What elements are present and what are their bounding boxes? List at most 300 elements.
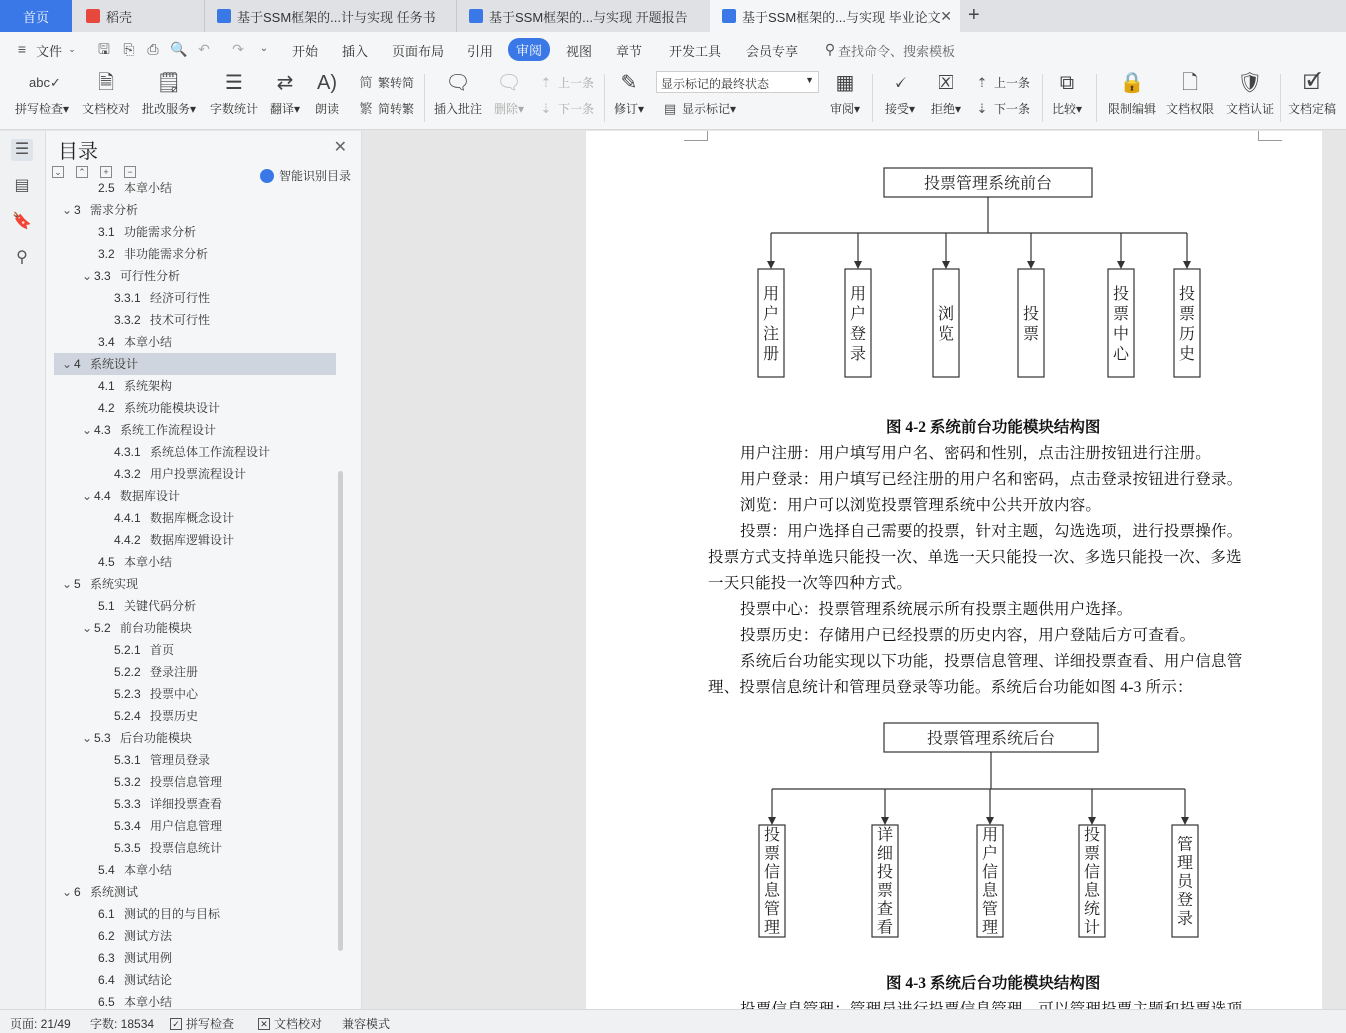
- revise-service-icon: 🗒: [156, 72, 182, 94]
- toc-item-number: 6.2: [98, 929, 119, 943]
- track-changes-icon: ✎: [620, 72, 638, 94]
- toc-item[interactable]: [54, 749, 336, 771]
- word-count-button[interactable]: [208, 70, 260, 117]
- markup-state-select[interactable]: [656, 71, 819, 93]
- toc-item[interactable]: [54, 815, 336, 837]
- button-label: 下一条: [994, 102, 1031, 116]
- toc-item-label: 需求分析: [90, 203, 139, 217]
- insert-comment-button[interactable]: [432, 70, 484, 117]
- toc-item-number: 5.3.2: [114, 775, 145, 789]
- toc-item[interactable]: [54, 507, 336, 529]
- page-indicator[interactable]: 页面: 21/49: [10, 1017, 71, 1031]
- arrow-head: [768, 817, 776, 825]
- toc-item-number: 6.3: [98, 951, 119, 965]
- child-node-char: 息: [981, 882, 999, 900]
- prev-change-icon: ⇡: [976, 74, 988, 90]
- menu-file[interactable]: 文件: [36, 44, 63, 59]
- toc-item-number: 5.4: [98, 863, 119, 877]
- toc-item[interactable]: [54, 397, 336, 419]
- toc-item[interactable]: [54, 243, 336, 265]
- root-node-label: 投票管理系统后台: [926, 730, 1056, 748]
- toc-item[interactable]: [54, 727, 336, 749]
- delete-comment-icon: 🗨: [496, 72, 522, 94]
- arrow-head: [942, 261, 950, 269]
- spell-check-icon: abc✓: [29, 75, 61, 90]
- child-node-char: 中: [1112, 326, 1130, 343]
- toc-item-label: 系统测试: [90, 885, 139, 899]
- arrow-head: [1088, 817, 1096, 825]
- paragraph: 浏览：用户可以浏览投票管理系统中公共开放内容。: [740, 497, 1102, 514]
- toc-item[interactable]: [54, 375, 336, 397]
- button-label: 拒绝: [930, 102, 955, 116]
- proofread-icon: 🗎: [97, 72, 115, 94]
- scrollbar[interactable]: [338, 471, 343, 951]
- chevron-down-icon[interactable]: ⌄: [82, 621, 93, 635]
- toc-item-label: 非功能需求分析: [124, 247, 209, 261]
- child-node-char: 投: [876, 864, 894, 881]
- prev-comment-button[interactable]: [538, 74, 594, 91]
- lock-icon: 🔒: [1119, 72, 1145, 94]
- arrow-head: [1117, 261, 1125, 269]
- child-node-char: 户: [762, 306, 780, 323]
- button-label: 简转繁: [378, 102, 415, 116]
- toc-item[interactable]: [54, 639, 336, 661]
- toc-item-number: 5.2.4: [114, 709, 145, 723]
- chevron-down-icon[interactable]: ⌄: [68, 44, 76, 54]
- finalize-button[interactable]: [1286, 70, 1338, 117]
- toc-item[interactable]: [54, 925, 336, 947]
- delete-comment-button[interactable]: 🗨 删除▾: [493, 72, 525, 116]
- arrow-head: [767, 261, 775, 269]
- toc-item-number: 4.1: [98, 379, 119, 393]
- accept-button[interactable]: 🗸 接受▾: [884, 72, 916, 116]
- toc-item-label: 后台功能模块: [120, 731, 193, 745]
- spell-check-button[interactable]: abc✓ 拼写检查▾: [12, 70, 72, 117]
- chevron-down-icon[interactable]: ⌄: [62, 885, 73, 899]
- button-label: 繁转简: [378, 76, 415, 90]
- search-icon[interactable]: ⚲: [16, 249, 28, 266]
- paragraph: 投票中心：投票管理系统展示所有投票主题供用户选择。: [740, 601, 1133, 618]
- menu-page-layout[interactable]: 页面布局: [392, 44, 445, 59]
- root-node-label: 投票管理系统前台: [923, 175, 1053, 193]
- prev-change-button[interactable]: [974, 74, 1030, 91]
- child-node-char: 细: [876, 845, 894, 863]
- review-pane-button[interactable]: ▦ 审阅▾: [829, 72, 861, 116]
- child-node-char: 投: [1022, 306, 1040, 323]
- child-node-char: 浏: [937, 306, 955, 323]
- margin-corner: [684, 131, 708, 141]
- child-node-char: 用: [849, 286, 867, 303]
- customize-icon[interactable]: ⌄: [259, 43, 269, 54]
- button-label: 审阅: [829, 102, 854, 116]
- word-count[interactable]: 字数: 18534: [90, 1017, 155, 1031]
- doc-permission-button[interactable]: [1164, 70, 1216, 117]
- button-label: 翻译: [269, 102, 294, 116]
- menu-references[interactable]: 引用: [467, 44, 494, 59]
- toc-item-number: 4.4.2: [114, 533, 145, 547]
- document-page: [586, 131, 1322, 1009]
- separator: [1096, 74, 1097, 122]
- toc-item-number: 5.2.1: [114, 643, 145, 657]
- toc-item[interactable]: [54, 903, 336, 925]
- separator: [872, 74, 873, 122]
- child-node-char: 用: [762, 286, 780, 303]
- child-node-char: 户: [849, 306, 867, 323]
- next-change-button[interactable]: [974, 100, 1030, 117]
- collapse-all-icon[interactable]: ⌄: [52, 166, 64, 178]
- toc-item-number: 4.3: [94, 423, 115, 437]
- toc-item-label: 投票信息管理: [150, 775, 223, 789]
- undo-icon[interactable]: ↶: [198, 41, 210, 57]
- toc-item[interactable]: [54, 881, 336, 903]
- toc-item-label: 本章小结: [124, 863, 173, 877]
- status-label: 拼写检查: [186, 1017, 235, 1031]
- print-preview-icon[interactable]: 🔍: [170, 41, 188, 57]
- close-tab-icon[interactable]: ✕: [940, 8, 952, 24]
- ribbon-toolbar: [0, 66, 1346, 130]
- toc-title: 目录: [58, 141, 98, 163]
- revise-service-button[interactable]: 🗒 批改服务▾: [141, 72, 197, 116]
- child-node-box: [1018, 269, 1044, 377]
- reject-button[interactable]: 🗵 拒绝▾: [930, 72, 962, 116]
- show-markup-icon: ▤: [663, 100, 677, 116]
- restrict-edit-button[interactable]: [1106, 70, 1158, 117]
- child-node-char: 信: [763, 864, 781, 881]
- arrow-head: [1183, 261, 1191, 269]
- paragraph: 用户登录：用户填写已经注册的用户名和密码，点击登录按钮进行登录。: [740, 471, 1243, 488]
- toc-item-label: 功能需求分析: [124, 225, 197, 239]
- paragraph: 投票：用户选择自己需要的投票，针对主题，勾选选项，进行投票操作。: [740, 523, 1243, 540]
- tab-thesis[interactable]: [710, 0, 960, 32]
- child-node-char: 登: [1176, 891, 1194, 909]
- tab-proposal[interactable]: [456, 0, 708, 32]
- toc-item-number: 5.2: [94, 621, 115, 635]
- toc-item-label: 可行性分析: [120, 269, 181, 283]
- show-markup-button[interactable]: ▤ 显示标记 ▾: [663, 100, 737, 116]
- proofread-toggle[interactable]: [258, 1015, 322, 1032]
- child-node-char: 投: [763, 827, 781, 844]
- button-label: 文档校对: [81, 102, 130, 116]
- toc-item[interactable]: [54, 177, 336, 199]
- toc-item[interactable]: [54, 969, 336, 991]
- toc-item[interactable]: [54, 221, 336, 243]
- toc-item-label: 技术可行性: [150, 313, 211, 327]
- remove-heading-icon[interactable]: −: [124, 166, 136, 178]
- toc-item-number: 6.1: [98, 907, 119, 921]
- toc-item[interactable]: [54, 529, 336, 551]
- button-label: 修订: [613, 102, 638, 116]
- toc-item[interactable]: [54, 551, 336, 573]
- paragraph: 用户注册：用户填写用户名、密码和性别，点击注册按钮进行注册。: [740, 445, 1212, 462]
- menu-home[interactable]: 开始: [292, 44, 319, 59]
- docer-icon: [86, 9, 100, 23]
- menu-developer[interactable]: 开发工具: [669, 44, 722, 59]
- toc-item[interactable]: [54, 419, 336, 441]
- toc-item-number: 6.4: [98, 973, 119, 987]
- read-aloud-button[interactable]: [312, 70, 342, 117]
- margin-corner: [1258, 131, 1282, 141]
- toc-list: [54, 181, 336, 1009]
- child-node-char: 用: [981, 827, 999, 844]
- word-doc-icon: [722, 9, 736, 23]
- child-node-char: 历: [1178, 326, 1196, 343]
- new-tab-icon[interactable]: +: [968, 4, 980, 26]
- menu-member[interactable]: 会员专享: [746, 44, 799, 59]
- menu-bar: [0, 32, 1346, 66]
- button-label: 上一条: [994, 76, 1031, 90]
- status-bar: [0, 1009, 1346, 1033]
- separator: [424, 74, 425, 122]
- review-pane-icon: ▦: [835, 72, 855, 94]
- toc-item-label: 系统工作流程设计: [120, 423, 217, 437]
- toc-item-label: 关键代码分析: [124, 599, 197, 613]
- child-node-char: 息: [763, 882, 781, 900]
- toc-item[interactable]: [54, 573, 336, 595]
- toc-item[interactable]: [54, 441, 336, 463]
- toc-item[interactable]: [54, 771, 336, 793]
- tab-task-book[interactable]: [204, 0, 454, 32]
- child-node-char: 理: [1176, 854, 1194, 872]
- button-label: 朗读: [314, 102, 339, 116]
- read-aloud-icon: A): [317, 72, 337, 94]
- word-doc-icon: [217, 9, 231, 23]
- tab-docer[interactable]: [74, 0, 204, 32]
- format-painter-icon[interactable]: ⎘: [123, 41, 135, 57]
- toc-item-label: 测试方法: [124, 929, 173, 943]
- child-node-char: 统: [1083, 901, 1101, 918]
- toc-item-label: 系统实现: [90, 577, 139, 591]
- paragraph: 系统后台功能实现以下功能，投票信息管理、详细投票查看、用户信息管: [740, 653, 1243, 670]
- toc-item-number: 5.2.2: [114, 665, 145, 679]
- toc-item-label: 前台功能模块: [120, 621, 193, 635]
- tab-bar: [0, 0, 1346, 32]
- chevron-down-icon[interactable]: ⌄: [82, 269, 93, 283]
- child-node-char: 查: [876, 901, 894, 918]
- toc-item[interactable]: [54, 705, 336, 727]
- toc-item-number: 3.1: [98, 225, 119, 239]
- child-node-char: 管: [763, 901, 781, 918]
- proofread-button[interactable]: [80, 70, 132, 117]
- arrow-head: [1027, 261, 1035, 269]
- redo-icon[interactable]: ↷: [232, 41, 244, 57]
- toc-item-label: 首页: [150, 643, 175, 657]
- toc-item[interactable]: [54, 617, 336, 639]
- menu-review[interactable]: 审阅: [508, 38, 550, 61]
- tab-label: 基于SSM框架的...与实现 毕业论文: [742, 9, 941, 25]
- toc-item-number: 5.3: [94, 731, 115, 745]
- child-node-char: 心: [1112, 346, 1130, 363]
- menu-view[interactable]: 视图: [566, 44, 593, 59]
- arrow-head: [1181, 817, 1189, 825]
- add-heading-icon[interactable]: +: [100, 166, 112, 178]
- toc-item-label: 投票历史: [150, 709, 199, 723]
- doc-certify-button[interactable]: [1224, 70, 1276, 117]
- separator: [1042, 74, 1043, 122]
- button-label: 文档权限: [1165, 102, 1214, 116]
- toc-item-label: 本章小结: [124, 181, 173, 195]
- child-node-char: 管: [1176, 836, 1194, 854]
- trad-to-simp-button[interactable]: [358, 74, 414, 91]
- toc-item-label: 投票中心: [150, 687, 199, 701]
- toc-item[interactable]: [54, 265, 336, 287]
- compat-mode: 兼容模式: [342, 1017, 391, 1031]
- track-changes-button[interactable]: ✎ 修订▾: [613, 72, 645, 116]
- toc-item-number: 3.2: [98, 247, 119, 261]
- tab-label: 基于SSM框架的...与实现 开题报告: [489, 9, 688, 25]
- separator: [1280, 74, 1281, 122]
- toc-item[interactable]: [54, 331, 336, 353]
- tab-home[interactable]: [0, 0, 72, 32]
- toc-item-number: 5.3.5: [114, 841, 145, 855]
- translate-icon: ⇄: [276, 72, 294, 94]
- menu-insert[interactable]: 插入: [342, 44, 369, 59]
- toc-item-number: 5.1: [98, 599, 119, 613]
- prev-comment-icon: ⇡: [540, 74, 552, 90]
- toc-item-number: 5.3.3: [114, 797, 145, 811]
- tab-label: 稻壳: [106, 9, 133, 25]
- toc-item-label: 系统功能模块设计: [124, 401, 221, 415]
- hamburger-icon[interactable]: ≡: [17, 41, 27, 57]
- child-node-char: 录: [1176, 910, 1194, 928]
- expand-all-icon[interactable]: ⌃: [76, 166, 88, 178]
- toc-item-label: 数据库概念设计: [150, 511, 235, 525]
- command-search[interactable]: 查找命令、搜索模板: [838, 44, 956, 59]
- chevron-down-icon[interactable]: ⌄: [82, 731, 93, 745]
- toc-item[interactable]: [54, 485, 336, 507]
- close-icon[interactable]: ✕: [333, 139, 347, 156]
- reject-icon: 🗵: [938, 72, 954, 94]
- toc-item-number: 5: [74, 577, 85, 591]
- toc-item[interactable]: [54, 595, 336, 617]
- child-node-char: 票: [1083, 845, 1101, 863]
- child-node-char: 计: [1083, 919, 1101, 937]
- toc-item-number: 3.3.1: [114, 291, 145, 305]
- child-node-char: 票: [1112, 306, 1130, 323]
- toc-item[interactable]: [54, 353, 336, 375]
- toc-pane: [46, 131, 362, 1009]
- simp-to-trad-button[interactable]: [358, 100, 414, 117]
- toc-item[interactable]: [54, 859, 336, 881]
- toc-icon[interactable]: ☰: [11, 139, 33, 161]
- button-label: 拼写检查: [14, 102, 63, 116]
- child-node-char: 户: [981, 845, 999, 863]
- check-icon: ✓: [170, 1018, 182, 1030]
- sidebar-icon-strip: [0, 131, 46, 1009]
- toc-item-label: 本章小结: [124, 335, 173, 349]
- chevron-down-icon[interactable]: ⌄: [82, 489, 93, 503]
- child-node-char: 注: [762, 326, 780, 343]
- finalize-icon: 🗹: [1303, 72, 1321, 94]
- check-icon: ✕: [258, 1018, 270, 1030]
- figure-caption: 图 4-2 系统前台功能模块结构图: [886, 419, 1101, 436]
- next-comment-button[interactable]: [538, 100, 594, 117]
- child-node-box: [933, 269, 959, 377]
- chevron-down-icon[interactable]: ⌄: [82, 423, 93, 437]
- button-label: 显示标记: [682, 102, 731, 116]
- shield-icon: 🛡: [1237, 72, 1263, 94]
- toc-item-label: 系统设计: [90, 357, 139, 371]
- toc-item-number: 5.3.1: [114, 753, 145, 767]
- child-node-char: 看: [876, 919, 894, 937]
- child-node-char: 票: [1178, 306, 1196, 323]
- child-node-char: 册: [762, 346, 780, 363]
- toc-item-label: 测试的目的与目标: [124, 907, 221, 921]
- chevron-down-icon[interactable]: ⌄: [62, 577, 73, 591]
- word-count-icon: ☰: [225, 72, 243, 94]
- translate-button[interactable]: ⇄ 翻译▾: [269, 72, 301, 116]
- toc-item-number: 3: [74, 203, 85, 217]
- paragraph: 理、投票信息统计和管理员登录等功能。系统后台功能如图 4-3 所示：: [708, 679, 1193, 696]
- child-node-char: 理: [763, 919, 781, 937]
- menu-chapter[interactable]: 章节: [616, 44, 643, 59]
- arrow-head: [854, 261, 862, 269]
- chevron-down-icon[interactable]: ⌄: [62, 357, 73, 371]
- trad-simp-icon: 简: [359, 74, 373, 90]
- paragraph: 投票历史：存储用户已经投票的历史内容，用户登陆后方可查看。: [740, 627, 1196, 644]
- child-node-char: 投: [1083, 827, 1101, 844]
- toc-item-number: 3.3: [94, 269, 115, 283]
- toc-item[interactable]: [54, 793, 336, 815]
- compare-button[interactable]: ⧉ 比较▾: [1051, 72, 1083, 116]
- chevron-down-icon[interactable]: ⌄: [62, 203, 73, 217]
- toc-item-label: 测试用例: [124, 951, 173, 965]
- print-icon[interactable]: ⎙: [147, 41, 159, 57]
- toc-item-label: 系统总体工作流程设计: [150, 445, 271, 459]
- toc-item-number: 5.2.3: [114, 687, 145, 701]
- child-node-char: 理: [981, 919, 999, 937]
- toc-item[interactable]: [54, 947, 336, 969]
- toc-item-number: 4.4: [94, 489, 115, 503]
- tab-home-label: 首页: [22, 9, 49, 25]
- toc-item-label: 经济可行性: [150, 291, 211, 305]
- toc-item-label: 测试结论: [124, 973, 173, 987]
- child-node-char: 录: [849, 346, 867, 363]
- toc-item[interactable]: [54, 199, 336, 221]
- frontend-module-diagram: [586, 159, 1322, 419]
- toc-item[interactable]: [54, 287, 336, 309]
- toc-item-label: 本章小结: [124, 555, 173, 569]
- arrow-head: [986, 817, 994, 825]
- spell-check-toggle[interactable]: [170, 1015, 234, 1032]
- chapter-nav-icon[interactable]: ▤: [14, 177, 30, 194]
- toc-item-number: 4: [74, 357, 85, 371]
- child-node-char: 信: [981, 864, 999, 881]
- compare-icon: ⧉: [1059, 72, 1075, 94]
- button-label: 下一条: [558, 102, 595, 116]
- toc-item[interactable]: [54, 309, 336, 331]
- child-node-char: 史: [1178, 346, 1196, 363]
- toc-item[interactable]: [54, 683, 336, 705]
- child-node-char: 登: [849, 326, 867, 343]
- comment-icon: 🗨: [445, 72, 471, 94]
- chevron-down-icon: ▼: [805, 75, 814, 85]
- child-node-char: 票: [1022, 326, 1040, 343]
- bookmark-icon[interactable]: 🔖: [12, 213, 32, 230]
- toc-item[interactable]: [54, 463, 336, 485]
- toc-item[interactable]: [54, 837, 336, 859]
- save-icon[interactable]: 🖫: [98, 41, 110, 57]
- toc-item-number: 4.4.1: [114, 511, 145, 525]
- toc-item-label: 详细投票查看: [150, 797, 223, 811]
- toc-item-number: 5.3.4: [114, 819, 145, 833]
- button-label: 上一条: [558, 76, 595, 90]
- toc-item-label: 本章小结: [124, 995, 173, 1009]
- button-label: 智能识别目录: [278, 169, 351, 183]
- child-node-char: 票: [876, 882, 894, 900]
- toc-item-number: 4.3.2: [114, 467, 145, 481]
- child-node-char: 员: [1176, 873, 1194, 891]
- toc-item[interactable]: [54, 661, 336, 683]
